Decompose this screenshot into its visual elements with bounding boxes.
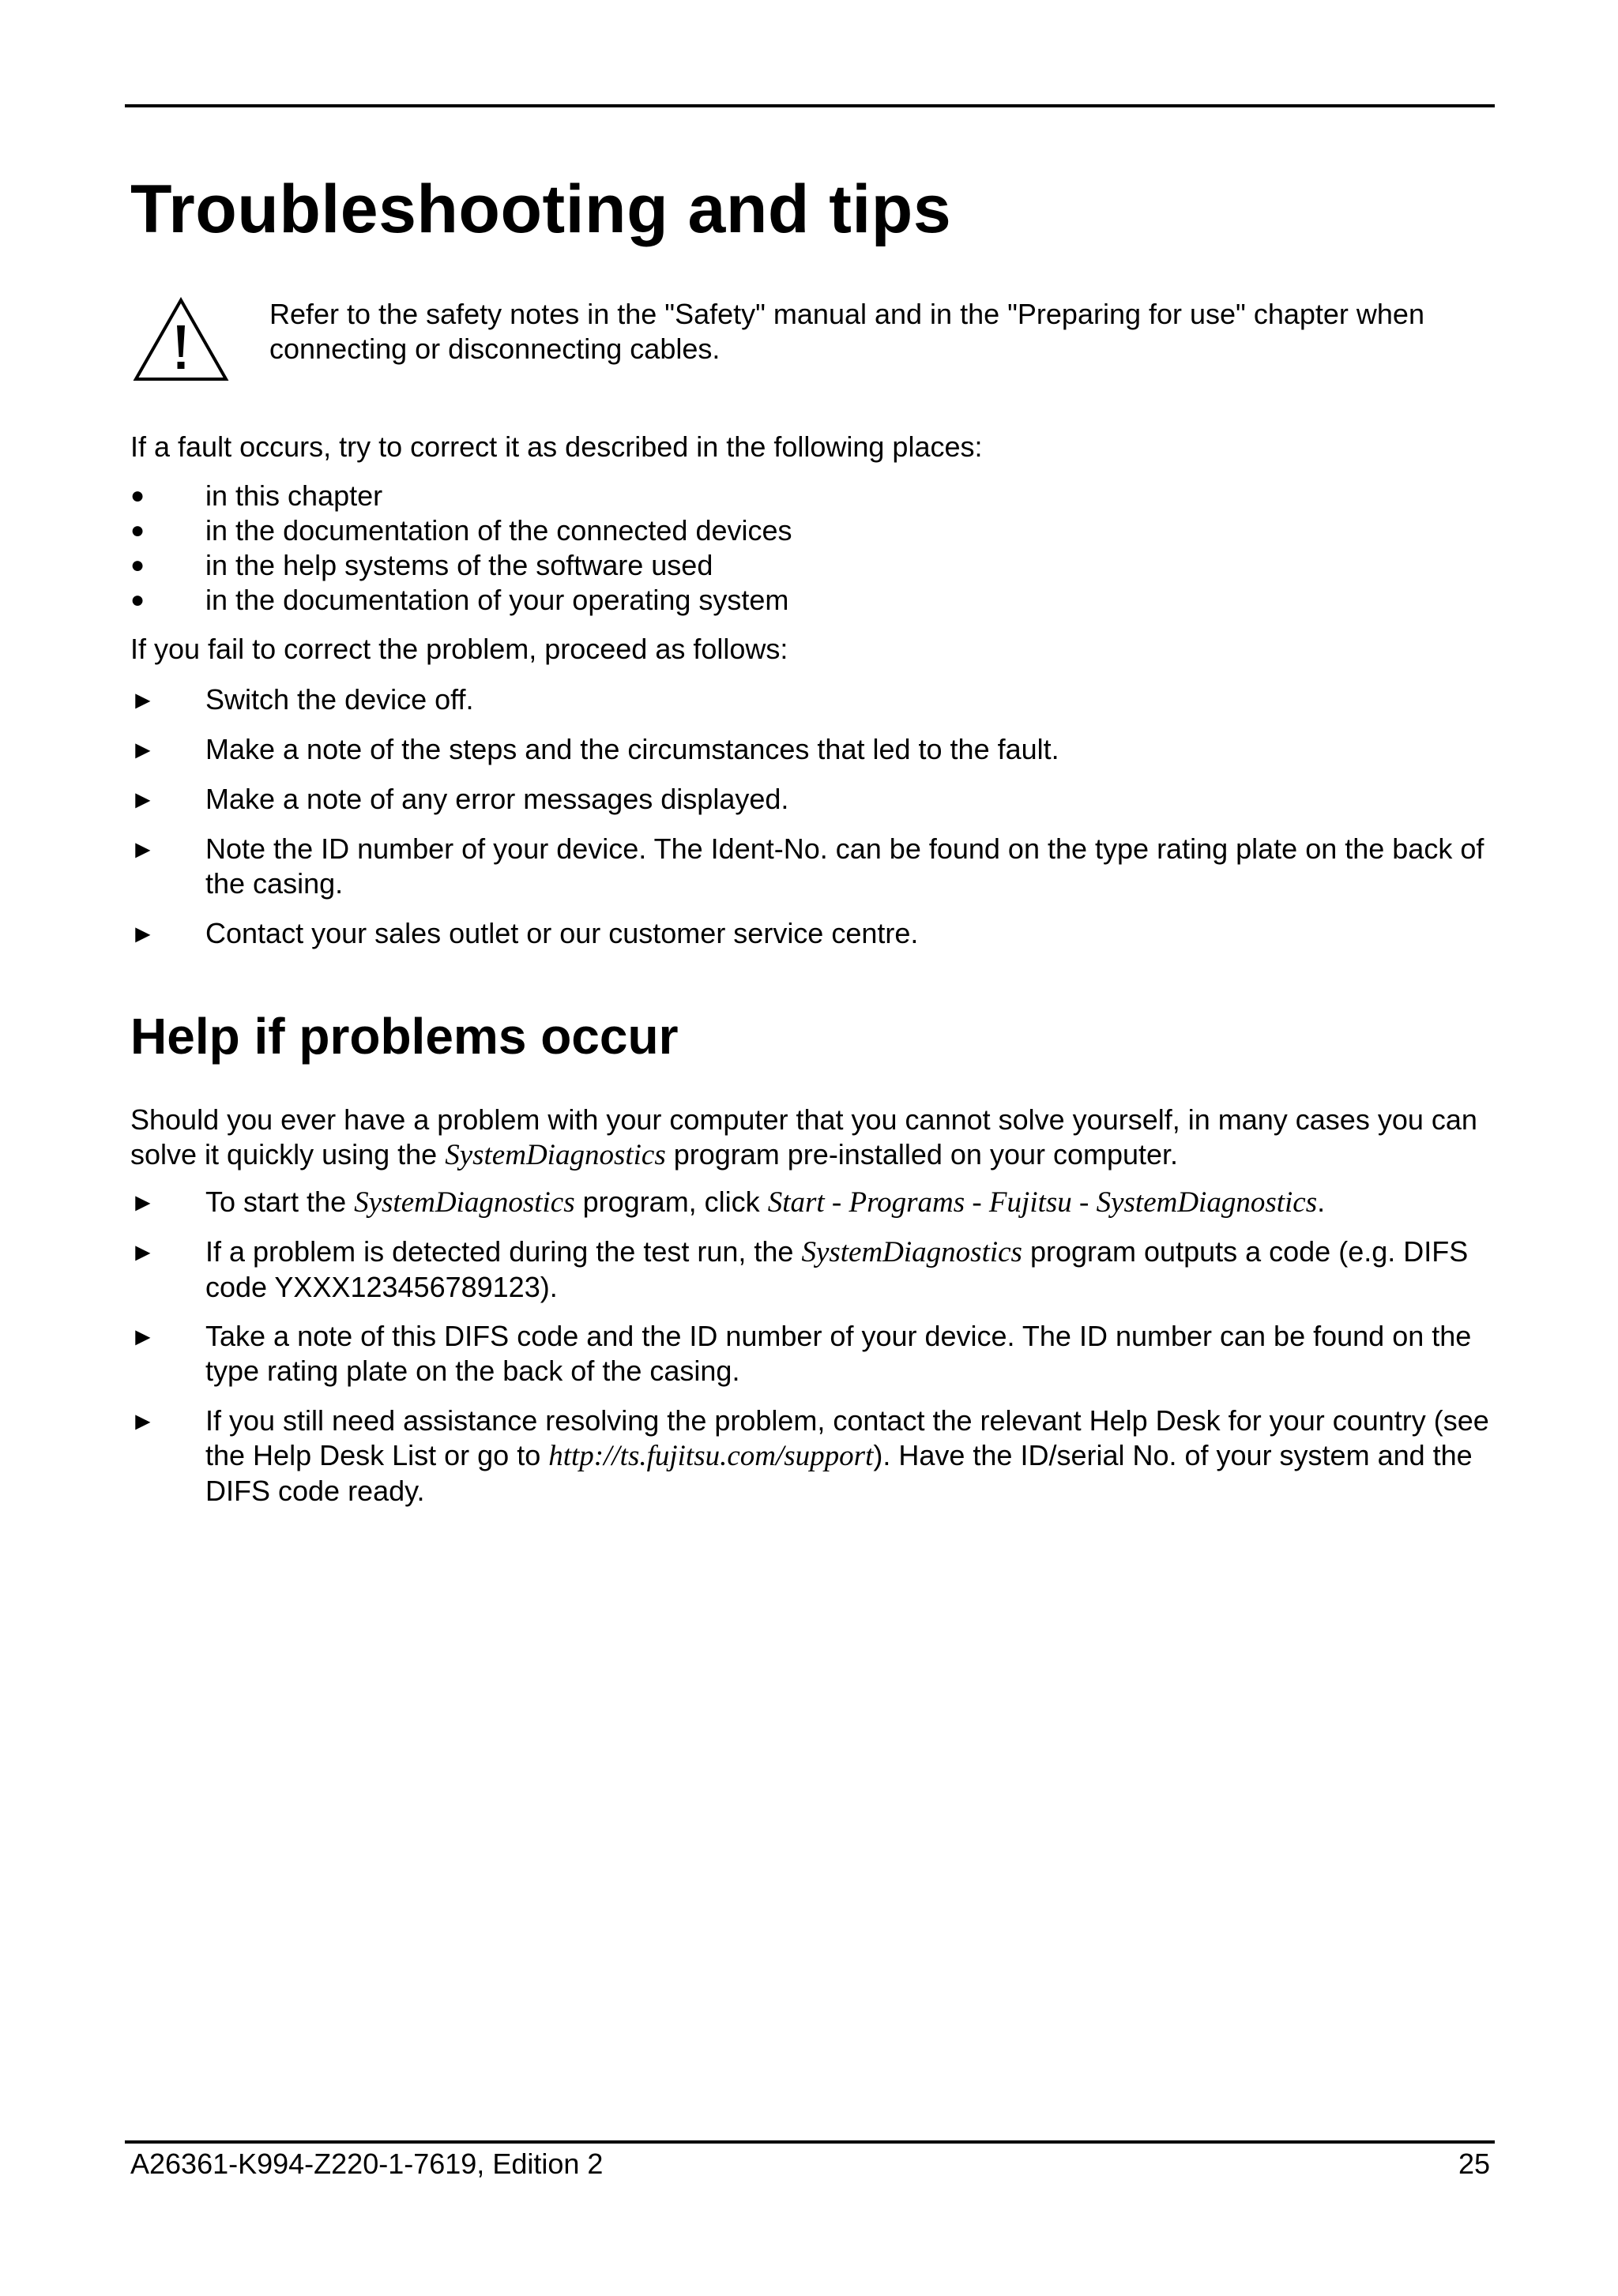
step-text: Make a note of the steps and the circumstances that led to the fault. — [205, 733, 1059, 765]
arrow-icon: ► — [130, 1238, 156, 1266]
step-text: Make a note of any error messages displayed. — [205, 783, 789, 815]
step-text — [205, 1234, 1501, 1305]
warning-triangle-icon — [133, 297, 229, 382]
arrow-icon: ► — [130, 1407, 156, 1435]
bullet-icon: ● — [130, 552, 145, 578]
section-title: Help if problems occur — [130, 1008, 679, 1065]
step-text-part: ). Have the ID/serial No. of your system and the DIFS code ready. — [205, 1439, 1473, 1507]
step-text: Take a note of this DIFS code and the ID number of your device. The ID number can be found on the type rating plate on the back of the casing. — [205, 1320, 1472, 1387]
bullet-icon: ● — [130, 517, 145, 543]
help-intro-text: Should you ever have a problem with your computer that you cannot solve yourself, in many cases you can solve it quickly using the — [130, 1103, 1477, 1171]
chapter-title: Troubleshooting and tips — [130, 171, 952, 247]
arrow-icon: ► — [130, 919, 156, 948]
step-text-part: If you still need assistance resolving the problem, contact the relevant Help Desk for your country (see the Help Desk List or go to — [205, 1404, 1489, 1471]
page-number: 25 — [1458, 2148, 1490, 2180]
fault-intro: If a fault occurs, try to correct it as described in the following places: — [130, 430, 983, 463]
step-text-part: program outputs a code (e.g. DIFS code YXXX123456789123). — [205, 1235, 1469, 1303]
list-item-text: in this chapter — [205, 479, 383, 512]
step-text — [205, 1404, 1501, 1509]
step-text: Switch the device off. — [205, 683, 474, 716]
step-text: Contact your sales outlet or our customer service centre. — [205, 917, 919, 949]
step-text: Note the ID number of your device. The Ident-No. can be found on the type rating plate on the back of the casing. — [205, 832, 1484, 900]
step-text-part: To start the — [205, 1186, 355, 1218]
step-text — [205, 1185, 1501, 1220]
menu-path: Start - Programs - Fujitsu - SystemDiagnostics — [767, 1186, 1318, 1219]
support-link[interactable]: http://ts.fujitsu.com/support — [548, 1440, 874, 1472]
arrow-icon: ► — [130, 1322, 156, 1351]
footer-rule — [125, 2140, 1495, 2144]
program-name: SystemDiagnostics — [801, 1236, 1022, 1268]
help-intro — [130, 1103, 1497, 1173]
footer-doc-id: A26361-K994-Z220-1-7619, Edition 2 — [130, 2148, 604, 2180]
step-text-part: . — [1317, 1186, 1326, 1218]
bullet-icon: ● — [130, 483, 145, 509]
warning-note: Refer to the safety notes in the "Safety" manual and in the "Preparing for use" chapter when connecting or disconnecting cables. — [269, 298, 1424, 365]
program-name: SystemDiagnostics — [445, 1139, 666, 1171]
step-text-part: program, click — [574, 1186, 768, 1218]
program-name: SystemDiagnostics — [354, 1186, 575, 1219]
arrow-icon: ► — [130, 1188, 156, 1216]
help-intro-text: program pre-installed on your computer. — [665, 1138, 1179, 1171]
header-rule — [125, 104, 1495, 107]
list-item-text: in the help systems of the software used — [205, 549, 713, 581]
step-text-part: If a problem is detected during the test run, the — [205, 1235, 802, 1268]
arrow-icon: ► — [130, 785, 156, 814]
list-item-text: in the documentation of your operating system — [205, 584, 789, 616]
arrow-icon: ► — [130, 686, 156, 714]
bullet-icon: ● — [130, 587, 145, 613]
fail-intro: If you fail to correct the problem, proceed as follows: — [130, 633, 788, 665]
list-item-text: in the documentation of the connected devices — [205, 514, 792, 547]
arrow-icon: ► — [130, 835, 156, 863]
arrow-icon: ► — [130, 735, 156, 764]
